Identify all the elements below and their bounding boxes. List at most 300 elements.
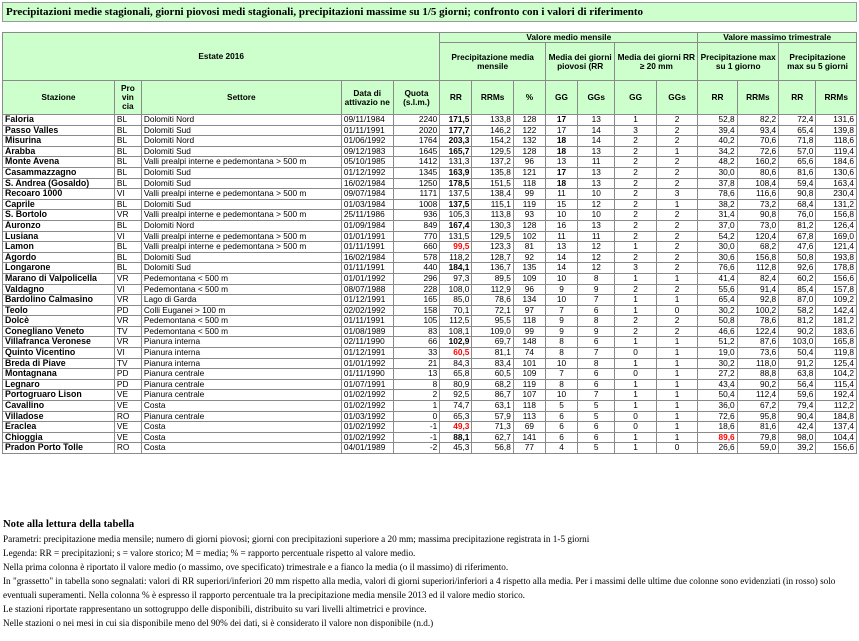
cell-rr: 112,5 (440, 316, 472, 327)
cell-ggs20: 2 (656, 136, 698, 147)
cell-gg: 10 (545, 210, 577, 221)
cell-ggs20: 1 (656, 348, 698, 359)
cell-max5-rrms: 169,0 (816, 231, 857, 242)
cell-rrms: 78,6 (472, 295, 513, 306)
cell-ggs20: 1 (656, 358, 698, 369)
cell-quota: 296 (393, 273, 440, 284)
col-gg20: GG (615, 81, 656, 115)
cell-ggs20: 2 (656, 284, 698, 295)
col-ggs20: GGs (656, 81, 698, 115)
cell-provincia: VE (114, 422, 141, 433)
cell-quota: 1764 (393, 136, 440, 147)
cell-gg: 4 (545, 443, 577, 454)
cell-data-attivazione: 08/07/1988 (341, 284, 393, 295)
cell-provincia: VR (114, 337, 141, 348)
cell-quota: 105 (393, 316, 440, 327)
col-rr: RR (440, 81, 472, 115)
cell-gg20: 2 (615, 136, 656, 147)
cell-ggs: 12 (578, 252, 615, 263)
cell-station-name: Auronzo (3, 220, 115, 231)
cell-pct: 77 (513, 443, 545, 454)
cell-max1-rrms: 79,8 (737, 432, 778, 443)
cell-gg: 14 (545, 263, 577, 274)
cell-settore: Pianura interna (141, 348, 341, 359)
cell-quota: 1 (393, 401, 440, 412)
cell-max5-rrms: 156,8 (816, 210, 857, 221)
cell-settore: Pianura interna (141, 337, 341, 348)
cell-ggs: 7 (578, 295, 615, 306)
cell-provincia: BL (114, 252, 141, 263)
cell-rr: 184,1 (440, 263, 472, 274)
cell-ggs20: 3 (656, 189, 698, 200)
cell-max1-rr: 72,6 (698, 411, 737, 422)
cell-pct: 141 (513, 432, 545, 443)
col-provincia: Pro vin cia (114, 81, 141, 115)
cell-max5-rrms: 230,4 (816, 189, 857, 200)
cell-pct: 92 (513, 252, 545, 263)
cell-gg: 9 (545, 284, 577, 295)
cell-max5-rrms: 193,8 (816, 252, 857, 263)
cell-ggs20: 2 (656, 125, 698, 136)
cell-gg20: 1 (615, 337, 656, 348)
cell-max5-rrms: 131,6 (816, 115, 857, 126)
cell-max5-rr: 72,4 (779, 115, 816, 126)
cell-gg20: 2 (615, 220, 656, 231)
cell-gg20: 1 (615, 432, 656, 443)
cell-ggs: 11 (578, 231, 615, 242)
cell-max1-rr: 37,8 (698, 178, 737, 189)
cell-settore: Dolomiti Sud (141, 125, 341, 136)
cell-rr: 131,5 (440, 231, 472, 242)
cell-rr: 167,4 (440, 220, 472, 231)
valore-massimo-header: Valore massimo trimestrale (698, 33, 857, 43)
cell-max5-rr: 90,2 (779, 326, 816, 337)
cell-station-name: Conegliano Veneto (3, 326, 115, 337)
cell-quota: -1 (393, 432, 440, 443)
cell-data-attivazione: 25/11/1986 (341, 210, 393, 221)
cell-quota: 33 (393, 348, 440, 359)
cell-gg: 13 (545, 242, 577, 253)
cell-data-attivazione: 02/02/1992 (341, 305, 393, 316)
cell-max1-rr: 37,0 (698, 220, 737, 231)
cell-quota: 0 (393, 411, 440, 422)
table-row (3, 390, 857, 401)
notes-heading: Note alla lettura della tabella (3, 519, 135, 530)
cell-data-attivazione: 01/12/1991 (341, 295, 393, 306)
cell-quota: 158 (393, 305, 440, 316)
cell-pct: 96 (513, 284, 545, 295)
cell-pct: 74 (513, 348, 545, 359)
cell-ggs20: 2 (656, 178, 698, 189)
cell-station-name: Lamon (3, 242, 115, 253)
table-row (3, 263, 857, 274)
cell-pct: 132 (513, 136, 545, 147)
cell-station-name: Portogruaro Lison (3, 390, 115, 401)
cell-provincia: VR (114, 316, 141, 327)
cell-max5-rr: 76,0 (779, 210, 816, 221)
cell-settore: Costa (141, 443, 341, 454)
cell-ggs: 6 (578, 305, 615, 316)
cell-provincia: VE (114, 390, 141, 401)
cell-max1-rr: 27,2 (698, 369, 737, 380)
cell-max1-rr: 76,6 (698, 263, 737, 274)
cell-max5-rrms: 126,4 (816, 220, 857, 231)
cell-settore: Pedemontana < 500 m (141, 326, 341, 337)
cell-rrms: 113,8 (472, 210, 513, 221)
table-row (3, 379, 857, 390)
cell-ggs: 10 (578, 210, 615, 221)
cell-max1-rrms: 90,2 (737, 379, 778, 390)
cell-pct: 122 (513, 125, 545, 136)
cell-max1-rrms: 108,4 (737, 178, 778, 189)
cell-rr: 137,5 (440, 189, 472, 200)
cell-settore: Valli prealpi interne e pedemontana > 500 m (141, 157, 341, 168)
cell-max5-rrms: 125,4 (816, 358, 857, 369)
cell-rr: 92,5 (440, 390, 472, 401)
cell-ggs: 8 (578, 273, 615, 284)
cell-provincia: BL (114, 199, 141, 210)
cell-data-attivazione: 01/01/1992 (341, 273, 393, 284)
cell-ggs20: 2 (656, 231, 698, 242)
cell-pct: 109 (513, 369, 545, 380)
cell-data-attivazione: 01/12/1992 (341, 167, 393, 178)
cell-data-attivazione: 01/03/1992 (341, 411, 393, 422)
cell-max1-rr: 30,2 (698, 358, 737, 369)
cell-rrms: 57,9 (472, 411, 513, 422)
cell-max1-rrms: 73,0 (737, 220, 778, 231)
cell-rrms: 95,5 (472, 316, 513, 327)
cell-ggs20: 2 (656, 252, 698, 263)
cell-data-attivazione: 01/02/1992 (341, 390, 393, 401)
cell-rrms: 151,5 (472, 178, 513, 189)
cell-pct: 99 (513, 189, 545, 200)
cell-ggs20: 0 (656, 443, 698, 454)
cell-pct: 118 (513, 316, 545, 327)
col-max1-rrms: RRMs (737, 81, 778, 115)
cell-max1-rr: 18,6 (698, 422, 737, 433)
cell-gg20: 0 (615, 411, 656, 422)
cell-data-attivazione: 01/03/1984 (341, 199, 393, 210)
cell-ggs20: 2 (656, 157, 698, 168)
cell-settore: Pianura centrale (141, 390, 341, 401)
cell-station-name: Monte Avena (3, 157, 115, 168)
cell-max5-rr: 50,8 (779, 252, 816, 263)
table-row (3, 358, 857, 369)
cell-max5-rr: 39,2 (779, 443, 816, 454)
cell-quota: 1645 (393, 146, 440, 157)
cell-gg: 6 (545, 411, 577, 422)
cell-data-attivazione: 09/12/1983 (341, 146, 393, 157)
cell-max1-rr: 52,8 (698, 115, 737, 126)
cell-max5-rrms: 115,4 (816, 379, 857, 390)
cell-station-name: Caprile (3, 199, 115, 210)
cell-rrms: 71,3 (472, 422, 513, 433)
cell-settore: Dolomiti Sud (141, 263, 341, 274)
cell-ggs20: 1 (656, 411, 698, 422)
cell-settore: Dolomiti Sud (141, 178, 341, 189)
cell-rrms: 89,5 (472, 273, 513, 284)
cell-gg: 10 (545, 358, 577, 369)
cell-gg: 8 (545, 337, 577, 348)
cell-max1-rrms: 95,8 (737, 411, 778, 422)
cell-rr: 99,5 (440, 242, 472, 253)
cell-gg20: 0 (615, 422, 656, 433)
cell-provincia: VR (114, 295, 141, 306)
cell-data-attivazione: 01/09/1984 (341, 220, 393, 231)
table-row (3, 178, 857, 189)
cell-station-name: Marano di Valpolicella (3, 273, 115, 284)
cell-max1-rrms: 112,8 (737, 263, 778, 274)
cell-pct: 135 (513, 263, 545, 274)
cell-gg: 6 (545, 432, 577, 443)
cell-max5-rr: 60,2 (779, 273, 816, 284)
cell-ggs: 13 (578, 146, 615, 157)
cell-rr: 49,3 (440, 422, 472, 433)
col-pct: % (513, 81, 545, 115)
cell-rrms: 109,0 (472, 326, 513, 337)
cell-ggs: 5 (578, 401, 615, 412)
cell-max5-rr: 59,6 (779, 390, 816, 401)
cell-rr: 165,7 (440, 146, 472, 157)
cell-ggs: 9 (578, 284, 615, 295)
table-row (3, 411, 857, 422)
notes-section (3, 517, 858, 630)
cell-ggs20: 2 (656, 210, 698, 221)
cell-rr: 108,1 (440, 326, 472, 337)
cell-settore: Pedemontana < 500 m (141, 273, 341, 284)
cell-max5-rr: 81,6 (779, 167, 816, 178)
cell-ggs: 13 (578, 115, 615, 126)
cell-provincia: PD (114, 305, 141, 316)
cell-ggs20: 2 (656, 326, 698, 337)
cell-gg: 5 (545, 401, 577, 412)
cell-max5-rrms: 157,8 (816, 284, 857, 295)
cell-max5-rr: 65,4 (779, 125, 816, 136)
cell-max5-rrms: 184,8 (816, 411, 857, 422)
cell-max5-rrms: 192,4 (816, 390, 857, 401)
cell-station-name: Chioggia (3, 432, 115, 443)
cell-station-name: Agordo (3, 252, 115, 263)
cell-settore: Dolomiti Nord (141, 220, 341, 231)
cell-max1-rr: 51,2 (698, 337, 737, 348)
cell-max1-rrms: 116,6 (737, 189, 778, 200)
cell-max5-rrms: 119,8 (816, 348, 857, 359)
cell-quota: 2240 (393, 115, 440, 126)
cell-gg20: 1 (615, 443, 656, 454)
cell-ggs: 12 (578, 263, 615, 274)
cell-max5-rrms: 131,2 (816, 199, 857, 210)
cell-quota: 1412 (393, 157, 440, 168)
cell-provincia: VI (114, 189, 141, 200)
cell-rrms: 83,4 (472, 358, 513, 369)
cell-max5-rr: 63,8 (779, 369, 816, 380)
cell-station-name: Arabba (3, 146, 115, 157)
cell-rrms: 69,7 (472, 337, 513, 348)
cell-ggs: 7 (578, 348, 615, 359)
cell-max1-rrms: 100,2 (737, 305, 778, 316)
table-row (3, 220, 857, 231)
cell-provincia: VR (114, 210, 141, 221)
cell-max1-rr: 38,2 (698, 199, 737, 210)
cell-ggs20: 1 (656, 199, 698, 210)
cell-gg20: 2 (615, 231, 656, 242)
cell-max1-rr: 31,4 (698, 210, 737, 221)
cell-max5-rr: 81,2 (779, 316, 816, 327)
valore-medio-header: Valore medio mensile (440, 33, 698, 43)
cell-settore: Colli Euganei > 100 m (141, 305, 341, 316)
cell-rrms: 115,1 (472, 199, 513, 210)
note-line: Le stazioni riportate rappresentano un sottogruppo delle disponibili, distribuito su vari livelli altimetrici e province. (3, 604, 427, 614)
cell-pct: 93 (513, 210, 545, 221)
cell-rr: 177,7 (440, 125, 472, 136)
cell-quota: 13 (393, 369, 440, 380)
cell-ggs20: 1 (656, 369, 698, 380)
cell-station-name: S. Bortolo (3, 210, 115, 221)
cell-data-attivazione: 02/11/1990 (341, 337, 393, 348)
cell-rr: 65,3 (440, 411, 472, 422)
precip-media-header: Precipitazione media mensile (440, 43, 546, 81)
cell-quota: 1250 (393, 178, 440, 189)
cell-rrms: 72,1 (472, 305, 513, 316)
cell-max1-rr: 54,2 (698, 231, 737, 242)
table-row (3, 199, 857, 210)
cell-data-attivazione: 05/10/1985 (341, 157, 393, 168)
cell-max1-rrms: 81,6 (737, 422, 778, 433)
cell-gg: 10 (545, 390, 577, 401)
cell-gg20: 1 (615, 379, 656, 390)
cell-station-name: Eraclea (3, 422, 115, 433)
cell-rrms: 137,2 (472, 157, 513, 168)
cell-gg: 18 (545, 146, 577, 157)
cell-max1-rrms: 112,4 (737, 390, 778, 401)
cell-max5-rrms: 119,4 (816, 146, 857, 157)
cell-data-attivazione: 01/07/1991 (341, 379, 393, 390)
cell-rrms: 129,5 (472, 231, 513, 242)
cell-max5-rr: 79,4 (779, 401, 816, 412)
cell-max5-rrms: 156,6 (816, 273, 857, 284)
col-max5-rr: RR (779, 81, 816, 115)
col-stazione: Stazione (3, 81, 115, 115)
cell-pct: 109 (513, 273, 545, 284)
cell-ggs: 7 (578, 390, 615, 401)
table-row (3, 422, 857, 433)
cell-data-attivazione: 01/01/1991 (341, 231, 393, 242)
cell-ggs20: 1 (656, 432, 698, 443)
note-line: Parametri: precipitazione media mensile; numero di giorni piovosi; giorni con precipitazioni superiore a 20 mm; massima precipitazione registrata in 1-5 giorni (3, 534, 590, 544)
cell-max5-rrms: 181,2 (816, 316, 857, 327)
cell-max5-rrms: 156,6 (816, 443, 857, 454)
cell-ggs: 13 (578, 167, 615, 178)
cell-gg: 7 (545, 305, 577, 316)
cell-max1-rrms: 73,2 (737, 199, 778, 210)
cell-gg20: 1 (615, 390, 656, 401)
cell-settore: Valli prealpi interne e pedemontana > 500 m (141, 231, 341, 242)
cell-ggs: 6 (578, 422, 615, 433)
cell-max1-rr: 40,2 (698, 136, 737, 147)
cell-quota: 2 (393, 390, 440, 401)
cell-provincia: BL (114, 167, 141, 178)
cell-rrms: 133,8 (472, 115, 513, 126)
cell-ggs20: 1 (656, 379, 698, 390)
cell-pct: 128 (513, 220, 545, 231)
cell-pct: 102 (513, 231, 545, 242)
cell-quota: -1 (393, 422, 440, 433)
cell-max5-rr: 90,4 (779, 411, 816, 422)
table-row (3, 125, 857, 136)
cell-gg: 13 (545, 157, 577, 168)
cell-ggs20: 2 (656, 115, 698, 126)
cell-max5-rr: 103,0 (779, 337, 816, 348)
cell-quota: 21 (393, 358, 440, 369)
cell-max5-rrms: 183,6 (816, 326, 857, 337)
cell-max1-rr: 30,6 (698, 252, 737, 263)
col-settore: Settore (141, 81, 341, 115)
cell-station-name: Faloria (3, 115, 115, 126)
cell-rrms: 112,9 (472, 284, 513, 295)
cell-rr: 203,3 (440, 136, 472, 147)
cell-gg: 17 (545, 125, 577, 136)
cell-rrms: 63,1 (472, 401, 513, 412)
note-line: Legenda: RR = precipitazioni; s = valore storico; M = media; % = rapporto percentuale rispetto al valore medio. (3, 548, 416, 558)
cell-gg20: 1 (615, 273, 656, 284)
cell-rr: 60,5 (440, 348, 472, 359)
cell-gg: 10 (545, 273, 577, 284)
cell-max5-rr: 68,4 (779, 199, 816, 210)
cell-max5-rr: 65,6 (779, 157, 816, 168)
cell-data-attivazione: 04/01/1989 (341, 443, 393, 454)
cell-station-name: Bardolino Calmasino (3, 295, 115, 306)
cell-gg20: 2 (615, 284, 656, 295)
table-row (3, 167, 857, 178)
cell-gg20: 1 (615, 242, 656, 253)
cell-ggs20: 1 (656, 273, 698, 284)
cell-provincia: VR (114, 273, 141, 284)
cell-max5-rr: 71,8 (779, 136, 816, 147)
cell-max1-rrms: 88,8 (737, 369, 778, 380)
cell-rr: 171,5 (440, 115, 472, 126)
cell-gg20: 2 (615, 189, 656, 200)
cell-max5-rrms: 142,4 (816, 305, 857, 316)
cell-gg20: 3 (615, 125, 656, 136)
cell-max5-rrms: 163,4 (816, 178, 857, 189)
col-gg: GG (545, 81, 577, 115)
cell-rrms: 136,7 (472, 263, 513, 274)
cell-max1-rrms: 82,4 (737, 273, 778, 284)
cell-settore: Valli prealpi interne e pedemontana > 500 m (141, 242, 341, 253)
cell-pct: 134 (513, 295, 545, 306)
table-row (3, 242, 857, 253)
cell-provincia: VI (114, 348, 141, 359)
precipitation-table (2, 32, 857, 454)
cell-data-attivazione: 09/11/1984 (341, 115, 393, 126)
cell-data-attivazione: 16/02/1984 (341, 252, 393, 263)
cell-provincia: BL (114, 146, 141, 157)
cell-station-name: Dolcè (3, 316, 115, 327)
table-row (3, 284, 857, 295)
table-row (3, 316, 857, 327)
table-row (3, 146, 857, 157)
cell-max1-rr: 26,6 (698, 443, 737, 454)
cell-ggs20: 1 (656, 146, 698, 157)
table-row (3, 401, 857, 412)
cell-rr: 163,9 (440, 167, 472, 178)
cell-settore: Dolomiti Sud (141, 167, 341, 178)
cell-quota: 228 (393, 284, 440, 295)
cell-max1-rrms: 73,6 (737, 348, 778, 359)
cell-provincia: BL (114, 136, 141, 147)
cell-provincia: RO (114, 411, 141, 422)
cell-data-attivazione: 09/07/1984 (341, 189, 393, 200)
